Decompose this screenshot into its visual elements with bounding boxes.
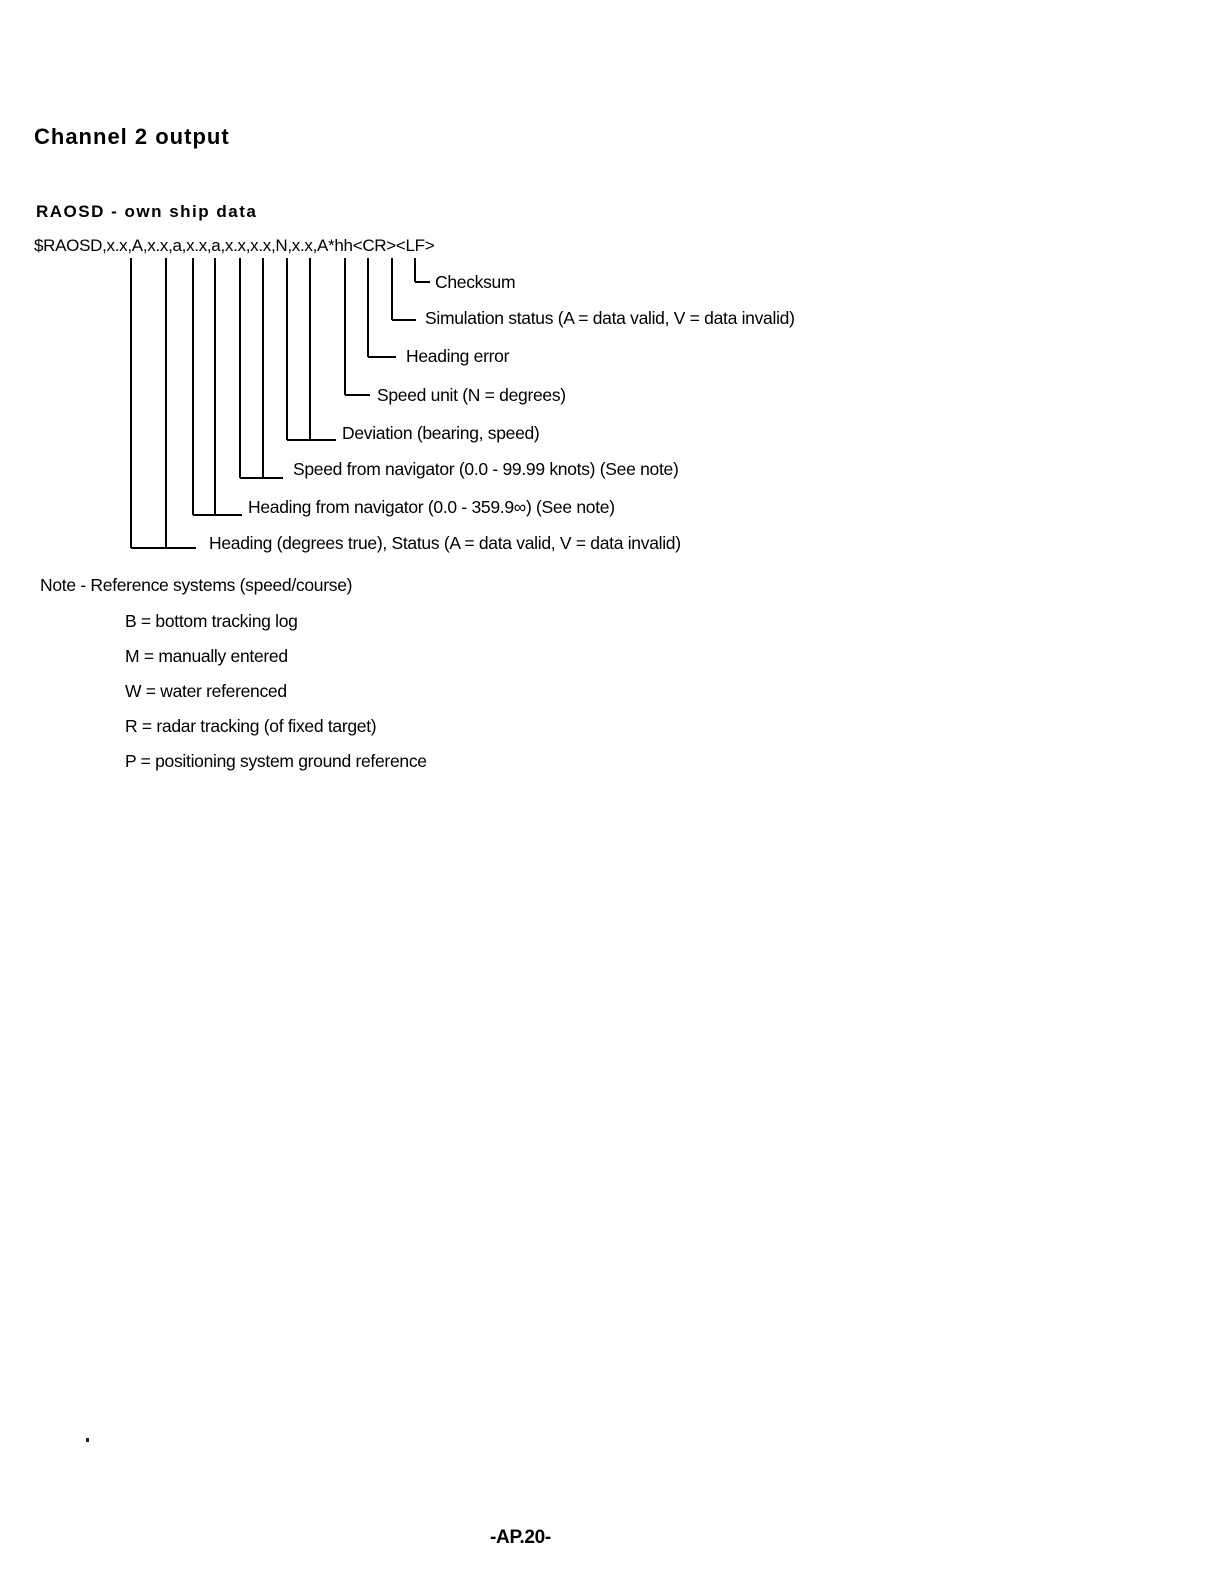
sentence-title: RAOSD - own ship data [36,202,258,221]
page-number: -AP.20- [490,1527,551,1548]
section-title: Channel 2 output [34,124,230,149]
field-label-heading-status: Heading (degrees true), Status (A = data valid, V = data invalid) [209,533,681,553]
note-heading: Note - Reference systems (speed/course) [40,575,353,595]
field-label-heading-error: Heading error [406,346,510,366]
field-label-checksum: Checksum [435,272,516,292]
sentence-format: $RAOSD,x.x,A,x.x,a,x.x,a,x.x,x.x,N,x.x,A*hh<CR><LF> [34,236,435,255]
field-label-deviation: Deviation (bearing, speed) [342,423,540,443]
field-label-speed-from-navigator: Speed from navigator (0.0 - 99.99 knots) (See note) [293,459,679,479]
note-item-positioning-system: P = positioning system ground reference [125,751,427,771]
field-label-simulation-status: Simulation status (A = data valid, V = data invalid) [425,308,795,328]
field-label-speed-unit: Speed unit (N = degrees) [377,385,566,405]
field-label-heading-from-navigator: Heading from navigator (0.0 - 359.9∞) (See note) [248,497,615,517]
note-item-water-referenced: W = water referenced [125,681,287,701]
scan-speck [86,1438,89,1442]
note-item-bottom-tracking: B = bottom tracking log [125,611,298,631]
note-item-manually-entered: M = manually entered [125,646,288,666]
note-item-radar-tracking: R = radar tracking (of fixed target) [125,716,377,736]
